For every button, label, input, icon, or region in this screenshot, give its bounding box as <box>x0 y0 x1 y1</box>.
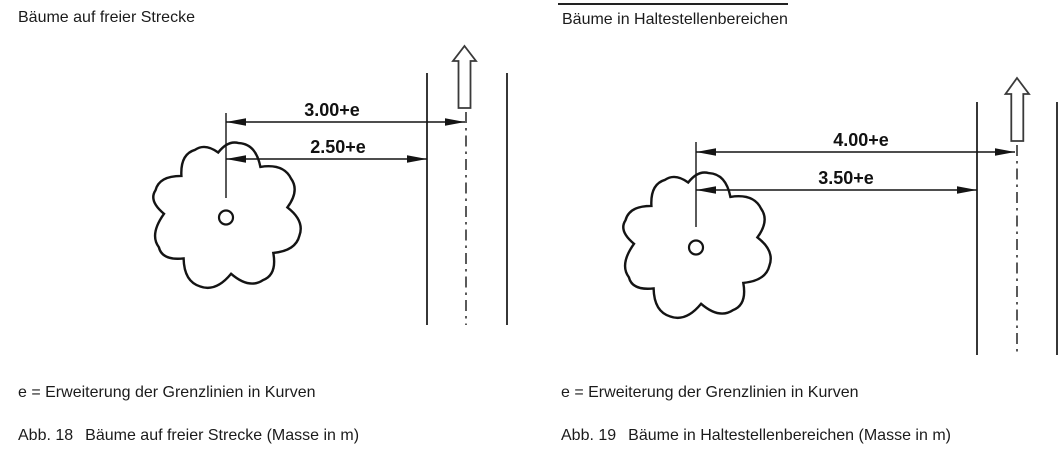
figure-18-dim-far-label: 3.00+e <box>304 100 360 120</box>
tree-trunk-icon <box>219 211 233 225</box>
tree-trunk-icon <box>689 241 703 255</box>
figure-19-legend: e = Erweiterung der Grenzlinien in Kurven <box>561 384 859 401</box>
figure-18-dim-near-label: 2.50+e <box>310 137 366 157</box>
figure-18-diagram <box>153 46 507 325</box>
tree-crown-top-view-icon <box>153 142 300 287</box>
travel-direction-arrow-icon <box>1006 78 1030 141</box>
tree-crown-top-view-icon <box>623 172 770 317</box>
title-overline-rule <box>558 3 788 5</box>
figure-19-diagram <box>623 78 1057 355</box>
figure-19-dim-near-label: 3.50+e <box>818 168 874 188</box>
figure-18-title: Bäume auf freier Strecke <box>18 9 195 26</box>
figure-19-caption-number: Abb. 19 <box>561 427 617 444</box>
figure-18-legend: e = Erweiterung der Grenzlinien in Kurven <box>18 384 316 401</box>
travel-direction-arrow-icon <box>453 46 476 108</box>
figure-18-caption <box>18 427 359 445</box>
figure-19-caption-text: Bäume in Haltestellenbereichen (Masse in m) <box>628 427 951 444</box>
figure-19-caption <box>561 427 951 445</box>
figure-19-title: Bäume in Haltestellenbereichen <box>562 11 788 28</box>
figure-19-dim-far-label: 4.00+e <box>833 130 889 150</box>
figure-18-caption-text: Bäume auf freier Strecke (Masse in m) <box>85 427 360 444</box>
figure-18-caption-number: Abb. 18 <box>18 427 74 444</box>
